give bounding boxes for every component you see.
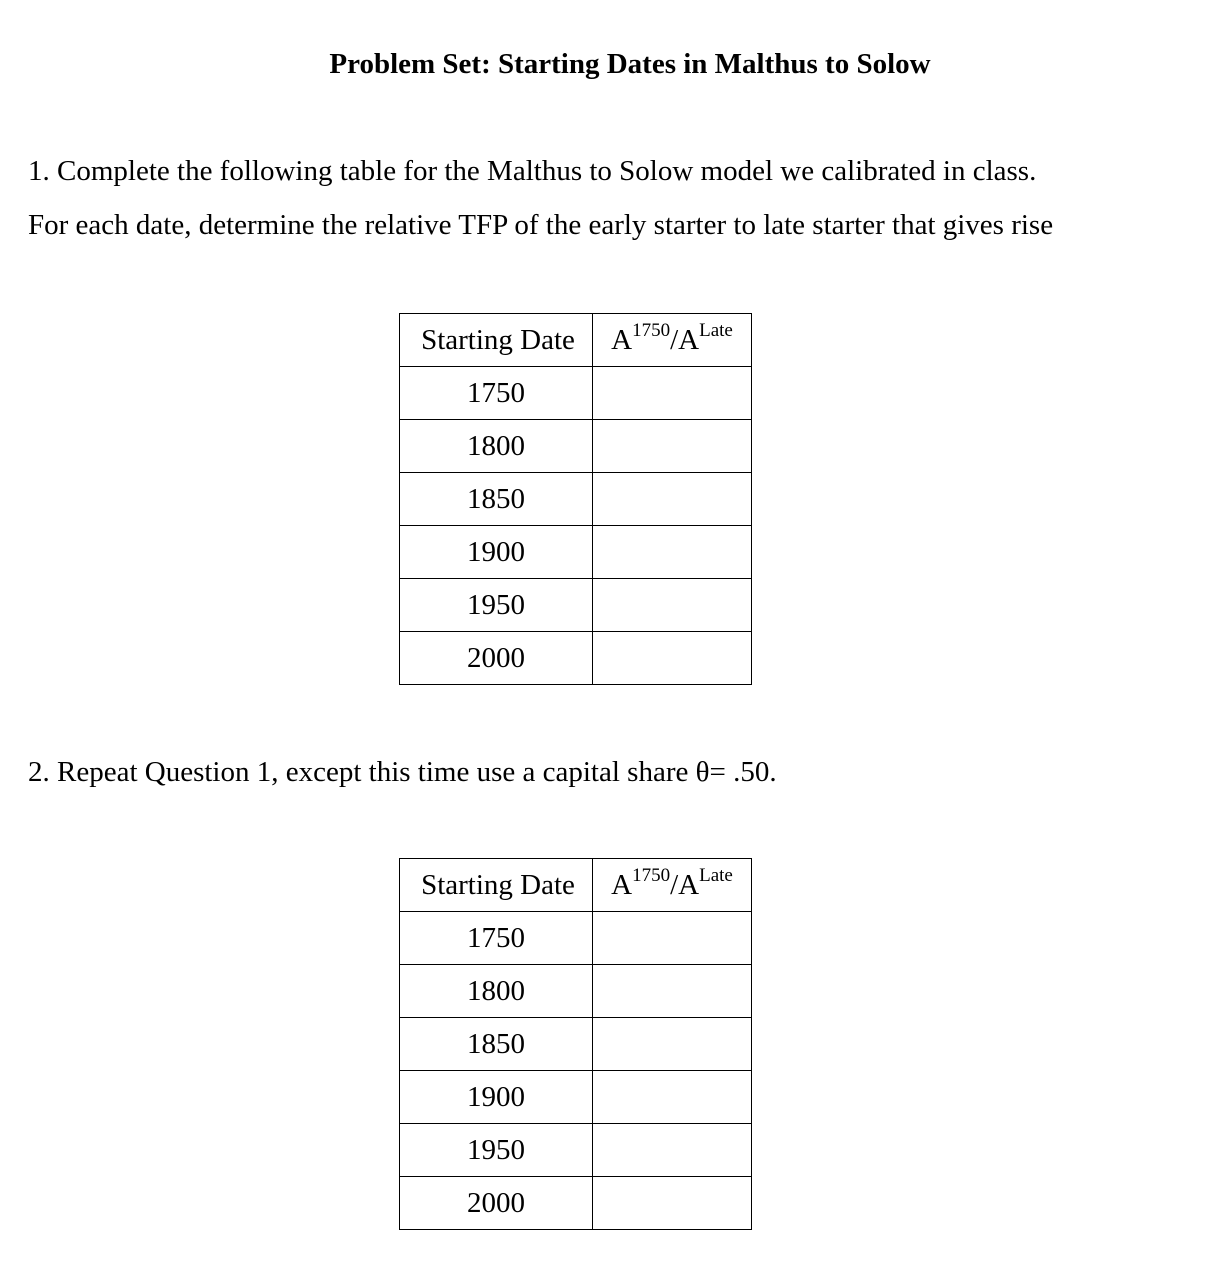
table-header-row xyxy=(400,314,752,367)
header-starting-date: Starting Date xyxy=(400,859,593,912)
tfp-ratio-answer-cell[interactable] xyxy=(593,367,752,420)
table-row xyxy=(400,526,752,579)
starting-date-cell: 1900 xyxy=(400,526,593,579)
question-1-text-line-2: For each date, determine the relative TFP of the early starter to late starter that gives rise xyxy=(28,209,1054,241)
table-row xyxy=(400,1177,752,1230)
page-title: Problem Set: Starting Dates in Malthus to Solow xyxy=(329,48,931,80)
table-row xyxy=(400,420,752,473)
tfp-ratio-answer-cell[interactable] xyxy=(593,473,752,526)
starting-date-cell: 1850 xyxy=(400,473,593,526)
table-header-row xyxy=(400,859,752,912)
tfp-ratio-answer-cell[interactable] xyxy=(593,579,752,632)
tfp-ratio-answer-cell[interactable] xyxy=(593,420,752,473)
starting-date-cell: 1950 xyxy=(400,579,593,632)
tfp-ratio-answer-cell[interactable] xyxy=(593,632,752,685)
table-row xyxy=(400,1018,752,1071)
table-row xyxy=(400,1071,752,1124)
table-row xyxy=(400,912,752,965)
starting-date-cell: 1850 xyxy=(400,1018,593,1071)
tfp-table-question-2 xyxy=(399,858,752,1230)
table-row xyxy=(400,965,752,1018)
tfp-table-question-1 xyxy=(399,313,752,685)
tfp-ratio-answer-cell[interactable] xyxy=(593,1018,752,1071)
starting-date-cell: 1800 xyxy=(400,965,593,1018)
tfp-ratio-answer-cell[interactable] xyxy=(593,965,752,1018)
header-tfp-ratio: $A^{1750}/A^{Late}$ xyxy=(593,314,752,367)
table-row xyxy=(400,1124,752,1177)
starting-date-cell: 1900 xyxy=(400,1071,593,1124)
tfp-ratio-answer-cell[interactable] xyxy=(593,1071,752,1124)
starting-date-cell: 1750 xyxy=(400,912,593,965)
question-2-text: 2. Repeat Question 1, except this time use a capital share θ= .50. xyxy=(28,756,777,788)
starting-date-cell: 2000 xyxy=(400,1177,593,1230)
question-1-text-line-1: 1. Complete the following table for the Malthus to Solow model we calibrated in class. xyxy=(28,155,1037,187)
header-starting-date: Starting Date xyxy=(400,314,593,367)
tfp-ratio-answer-cell[interactable] xyxy=(593,912,752,965)
starting-date-cell: 1800 xyxy=(400,420,593,473)
table-row xyxy=(400,473,752,526)
table-row xyxy=(400,367,752,420)
starting-date-cell: 2000 xyxy=(400,632,593,685)
starting-date-cell: 1950 xyxy=(400,1124,593,1177)
tfp-ratio-answer-cell[interactable] xyxy=(593,526,752,579)
header-tfp-ratio: $A^{1750}/A^{Late}$ xyxy=(593,859,752,912)
tfp-ratio-answer-cell[interactable] xyxy=(593,1124,752,1177)
tfp-ratio-answer-cell[interactable] xyxy=(593,1177,752,1230)
table-row xyxy=(400,579,752,632)
table-row xyxy=(400,632,752,685)
starting-date-cell: 1750 xyxy=(400,367,593,420)
